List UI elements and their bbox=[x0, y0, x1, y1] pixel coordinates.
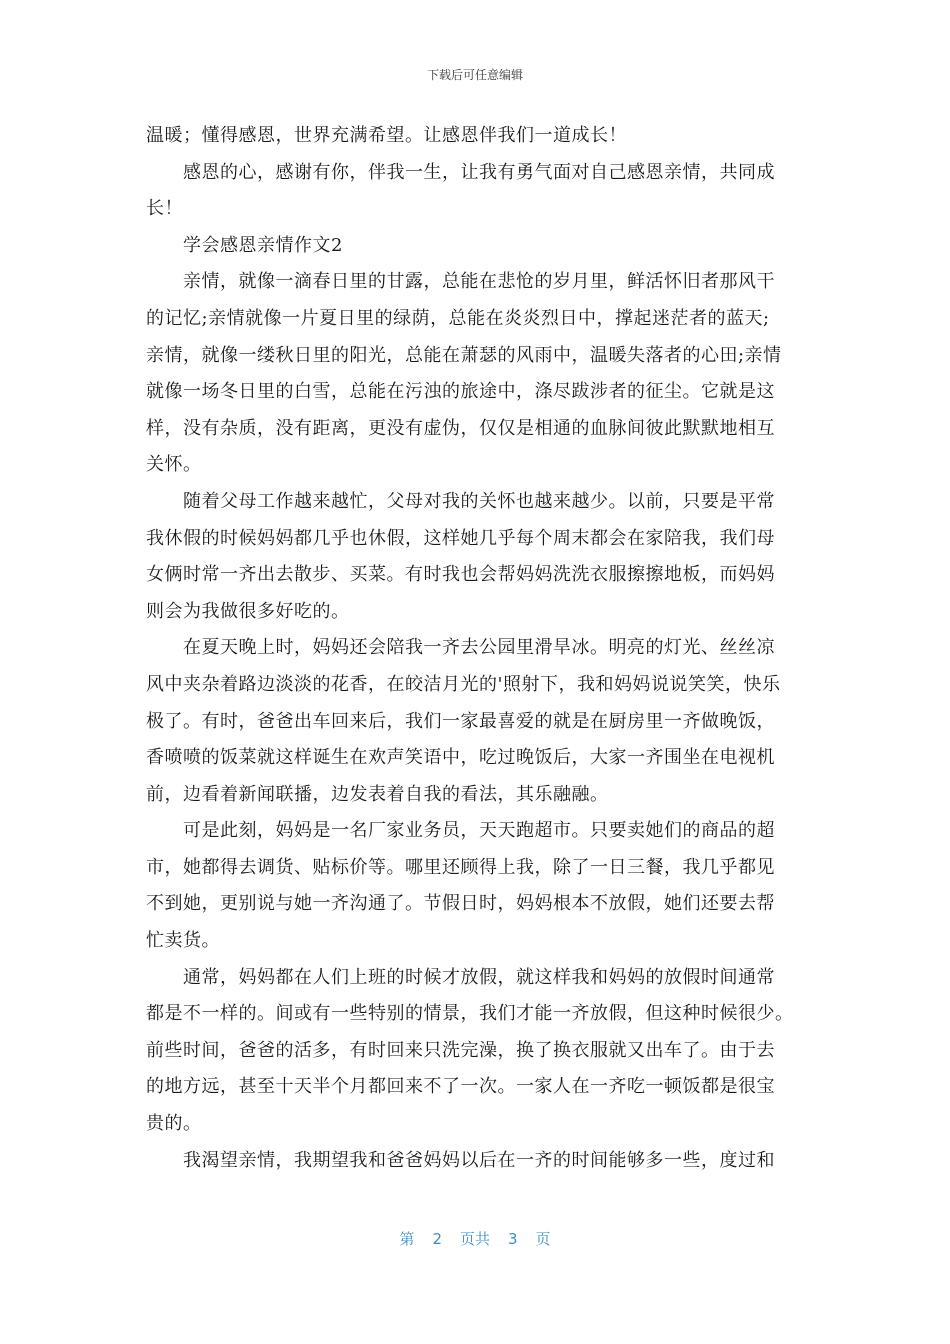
page-footer bbox=[0, 1228, 950, 1249]
page-header: 下载后可任意编辑 bbox=[426, 68, 523, 82]
footer-current-page: 2 bbox=[432, 1230, 442, 1248]
text-line: 关怀。 bbox=[146, 454, 202, 476]
text-line: 学会感恩亲情作文2 bbox=[183, 234, 343, 256]
text-line: 的记忆;亲情就像一片夏日里的绿荫，总能在炎炎烈日中，撑起迷茫者的蓝天; bbox=[146, 307, 770, 329]
text-line: 亲情，就像一滴春日里的甘露，总能在悲怆的岁月里，鲜活怀旧者那风干 bbox=[183, 271, 775, 293]
text-line: 都是不一样的。间或有一些特别的情景，我们才能一齐放假，但这种时候很少。 bbox=[146, 1003, 794, 1025]
text-line: 亲情，就像一缕秋日里的阳光，总能在萧瑟的风雨中，温暖失落者的心田;亲情 bbox=[146, 344, 782, 366]
text-line: 我休假的时候妈妈都几乎也休假，这样她几乎每个周末都会在家陪我，我们母 bbox=[146, 527, 775, 549]
text-line: 则会为我做很多好吃的。 bbox=[146, 600, 350, 622]
footer-middle: 页共 bbox=[459, 1230, 490, 1248]
footer-total-pages: 3 bbox=[508, 1230, 518, 1248]
text-line: 贵的。 bbox=[146, 1113, 202, 1135]
text-line: 香喷喷的饭菜就这样诞生在欢声笑语中，吃过晚饭后，大家一齐围坐在电视机 bbox=[146, 747, 775, 769]
text-line: 在夏天晚上时，妈妈还会陪我一齐去公园里滑旱冰。明亮的灯光、丝丝凉 bbox=[183, 637, 775, 659]
text-line: 通常，妈妈都在人们上班的时候才放假，就这样我和妈妈的放假时间通常 bbox=[183, 966, 775, 988]
text-line: 的地方远，甚至十天半个月都回来不了一次。一家人在一齐吃一顿饭都是很宝 bbox=[146, 1076, 775, 1098]
text-line: 我渴望亲情，我期望我和爸爸妈妈以后在一齐的时间能够多一些，度过和 bbox=[183, 1149, 775, 1171]
text-line: 可是此刻，妈妈是一名厂家业务员，天天跑超市。只要卖她们的商品的超 bbox=[183, 820, 775, 842]
footer-prefix: 第 bbox=[399, 1230, 415, 1248]
text-line: 前些时间，爸爸的活多，有时回来只洗完澡，换了换衣服就又出车了。由于去 bbox=[146, 1039, 775, 1061]
text-line: 忙卖货。 bbox=[146, 930, 220, 952]
text-line: 女俩时常一齐出去散步、买菜。有时我也会帮妈妈洗洗衣服擦擦地板，而妈妈 bbox=[146, 564, 775, 586]
text-line: 不到她，更别说与她一齐沟通了。节假日时，妈妈根本不放假，她们还要去帮 bbox=[146, 893, 775, 915]
text-line: 感恩的心，感谢有你，伴我一生，让我有勇气面对自己感恩亲情，共同成 bbox=[183, 161, 775, 183]
text-line: 极了。有时，爸爸出车回来后，我们一家最喜爱的就是在厨房里一齐做晚饭， bbox=[146, 710, 775, 732]
document-body bbox=[146, 118, 804, 1179]
footer-suffix: 页 bbox=[535, 1230, 551, 1248]
text-line: 长！ bbox=[146, 198, 183, 220]
text-line: 样，没有杂质，没有距离，更没有虚伪，仅仅是相通的血脉间彼此默默地相互 bbox=[146, 417, 775, 439]
text-line: 就像一场冬日里的白雪，总能在污浊的旅途中，涤尽跋涉者的征尘。它就是这 bbox=[146, 381, 775, 403]
text-line: 市，她都得去调货、贴标价等。哪里还顾得上我，除了一日三餐，我几乎都见 bbox=[146, 856, 775, 878]
text-line: 前，边看着新闻联播，边发表着自我的看法，其乐融融。 bbox=[146, 783, 609, 805]
text-line: 温暖；懂得感恩，世界充满希望。让感恩伴我们一道成长！ bbox=[146, 125, 627, 146]
text-line: 随着父母工作越来越忙，父母对我的关怀也越来越少。以前，只要是平常 bbox=[183, 490, 775, 512]
text-line: 风中夹杂着路边淡淡的花香，在皎洁月光的'照射下，我和妈妈说说笑笑，快乐 bbox=[146, 673, 781, 695]
